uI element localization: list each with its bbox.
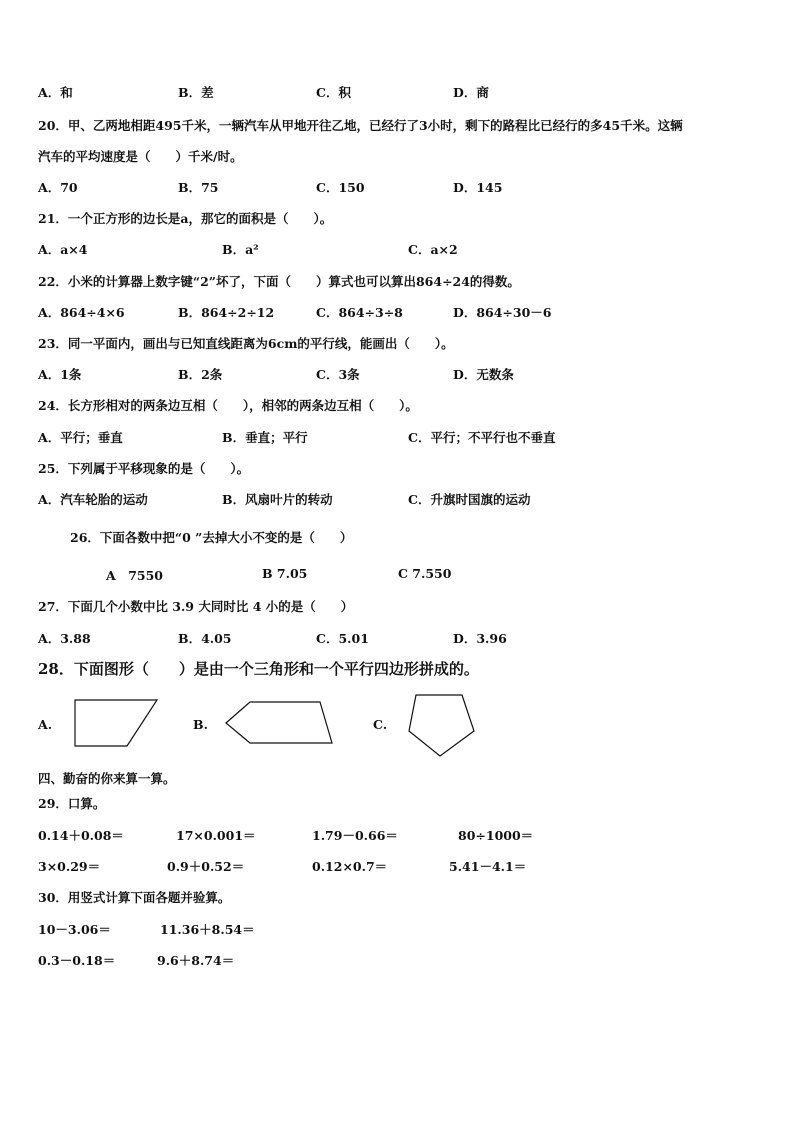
q27-option-b[interactable]: B．4.05 <box>178 631 232 646</box>
q30-question: 30．用竖式计算下面各题并验算。 <box>38 890 231 905</box>
q25-question: 25．下列属于平移现象的是（ ）。 <box>38 461 250 476</box>
q24-option-a[interactable]: A．平行；垂直 <box>38 430 123 445</box>
q25-option-a[interactable]: A．汽车轮胎的运动 <box>38 492 148 507</box>
q26-option-b[interactable]: B 7.05 <box>262 566 308 581</box>
q29-row2-item3: 0.12×0.7＝ <box>312 859 388 874</box>
q20-question-line1: 20．甲、乙两地相距495千米，一辆汽车从甲地开往乙地，已经行了3小时，剩下的路程比已经行的多45千米。这辆 <box>38 118 683 133</box>
q24-question: 24．长方形相对的两条边互相（ ），相邻的两条边互相（ ）。 <box>38 398 418 413</box>
q20-question-line2: 汽车的平均速度是（ ）千米/时。 <box>38 149 243 164</box>
q23-option-c[interactable]: C．3条 <box>316 367 360 382</box>
q28-option-a[interactable]: A. <box>38 717 53 732</box>
q27-option-a[interactable]: A．3.88 <box>38 631 91 646</box>
q25-option-c[interactable]: C．升旗时国旗的运动 <box>408 492 531 507</box>
q27-question: 27．下面几个小数中比 3.9 大同时比 4 小的是（ ） <box>38 599 354 614</box>
q20-option-c[interactable]: C．150 <box>316 180 365 195</box>
q29-row2-item4: 5.41－4.1＝ <box>449 859 527 874</box>
q30-row1-item1: 10－3.06＝ <box>38 922 111 937</box>
q23-option-a[interactable]: A．1条 <box>38 367 82 382</box>
q26-question: 26．下面各数中把“0 ”去掉大小不变的是（ ） <box>70 530 353 545</box>
q21-option-c[interactable]: C．a×2 <box>408 242 458 257</box>
q22-option-d[interactable]: D．864÷30－6 <box>453 305 552 320</box>
q26-option-c[interactable]: C 7.550 <box>398 566 452 581</box>
section-4-title: 四、勤奋的你来算一算。 <box>38 771 176 786</box>
q28-option-b[interactable]: B. <box>193 717 208 732</box>
q20-option-d[interactable]: D．145 <box>453 180 503 195</box>
q28-shape-b-pentagon <box>224 700 336 746</box>
q28-shape-a-trapezoid <box>72 698 162 750</box>
q30-row2-item2: 9.6＋8.74＝ <box>157 953 235 968</box>
q21-option-b[interactable]: B．a² <box>222 242 259 257</box>
q19-option-b[interactable]: B．差 <box>178 85 214 100</box>
q22-option-c[interactable]: C．864÷3÷8 <box>316 305 403 320</box>
q22-option-a[interactable]: A．864÷4×6 <box>38 305 125 320</box>
q20-option-b[interactable]: B．75 <box>178 180 219 195</box>
q30-row1-item2: 11.36＋8.54＝ <box>160 922 255 937</box>
q24-option-c[interactable]: C．平行；不平行也不垂直 <box>408 430 556 445</box>
q29-row1-item4: 80÷1000＝ <box>458 828 534 843</box>
q29-row1-item1: 0.14＋0.08＝ <box>38 828 124 843</box>
q28-question: 28．下面图形（ ）是由一个三角形和一个平行四边形拼成的。 <box>38 660 479 678</box>
q29-row2-item2: 0.9＋0.52＝ <box>167 859 245 874</box>
q28-option-c[interactable]: C. <box>373 717 388 732</box>
q23-option-b[interactable]: B．2条 <box>178 367 223 382</box>
q29-question: 29．口算。 <box>38 796 106 811</box>
q20-option-a[interactable]: A．70 <box>38 180 78 195</box>
q29-row2-item1: 3×0.29＝ <box>38 859 101 874</box>
q21-option-a[interactable]: A．a×4 <box>38 242 88 257</box>
q29-row1-item2: 17×0.001＝ <box>176 828 256 843</box>
q29-row1-item3: 1.79－0.66＝ <box>312 828 398 843</box>
q27-option-c[interactable]: C．5.01 <box>316 631 369 646</box>
q21-question: 21．一个正方形的边长是a，那它的面积是（ ）。 <box>38 211 333 226</box>
q23-option-d[interactable]: D．无数条 <box>453 367 514 382</box>
q19-option-a[interactable]: A．和 <box>38 85 73 100</box>
q24-option-b[interactable]: B．垂直；平行 <box>222 430 308 445</box>
q22-question: 22．小米的计算器上数字键“2”坏了，下面（ ）算式也可以算出864÷24的得数。 <box>38 274 520 289</box>
q22-option-b[interactable]: B．864÷2÷12 <box>178 305 275 320</box>
q23-question: 23．同一平面内，画出与已知直线距离为6cm的平行线，能画出（ ）。 <box>38 336 454 351</box>
q19-option-c[interactable]: C．积 <box>316 85 351 100</box>
q28-shape-c-regular-pentagon <box>406 693 478 759</box>
q30-row2-item1: 0.3－0.18＝ <box>38 953 116 968</box>
q26-option-a[interactable]: A 7550 <box>106 568 163 583</box>
q27-option-d[interactable]: D．3.96 <box>453 631 507 646</box>
q19-option-d[interactable]: D．商 <box>453 85 489 100</box>
q25-option-b[interactable]: B．风扇叶片的转动 <box>222 492 333 507</box>
